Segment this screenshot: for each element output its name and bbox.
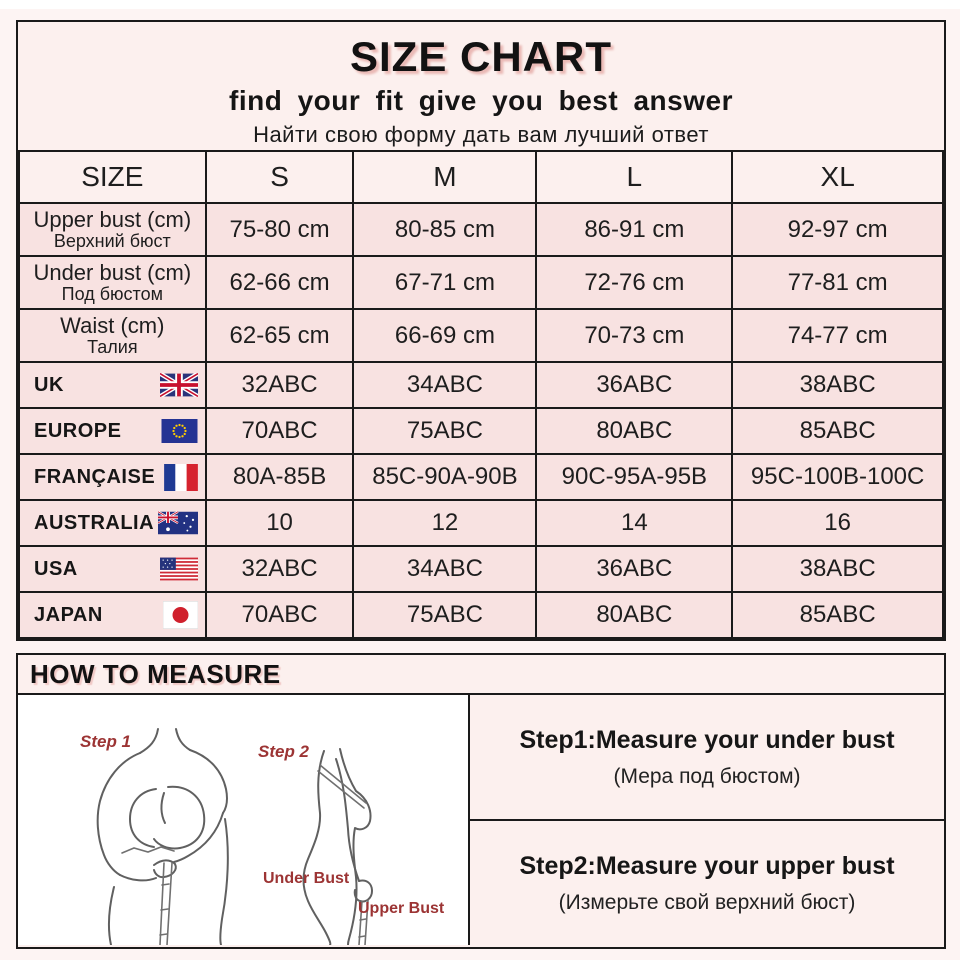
country-label: UK — [34, 373, 64, 396]
value-cell: 38ABC — [732, 546, 943, 592]
page-subtitle: find your fit give you best answer — [229, 85, 733, 117]
value-cell: 70ABC — [206, 408, 354, 454]
step1-title: Step1:Measure your under bust — [519, 725, 895, 754]
value-cell: 95C-100B-100C — [732, 454, 943, 500]
size-table-header-row — [19, 151, 943, 203]
step2-subtitle-russian: (Измерьте свой верхний бюст) — [558, 890, 856, 914]
value-cell: 90C-95A-95B — [536, 454, 732, 500]
value-cell: 66-69 cm — [353, 309, 536, 362]
tape-step1 — [122, 847, 174, 945]
size-table — [18, 150, 944, 639]
row-label-ru: Талия — [87, 336, 138, 357]
row-label-en: Waist (cm) — [60, 312, 165, 338]
chart-header — [18, 22, 944, 150]
how-to-measure-header — [18, 655, 944, 695]
step2-illustration-label: Step 2 — [258, 742, 310, 761]
value-cell: 70ABC — [206, 592, 354, 638]
figure-step1 — [98, 729, 228, 945]
column-header-m: M — [353, 151, 536, 203]
value-cell: 32ABC — [206, 362, 354, 408]
value-cell: 80-85 cm — [353, 203, 536, 256]
value-cell: 70-73 cm — [536, 309, 732, 362]
row-label-en: Under bust (cm) — [33, 259, 192, 285]
country-row-australia — [19, 500, 943, 546]
value-cell: 10 — [206, 500, 354, 546]
row-label-ru: Под бюстом — [61, 283, 163, 304]
value-cell: 34ABC — [353, 546, 536, 592]
step2-title: Step2:Measure your upper bust — [519, 851, 895, 880]
column-header-s: S — [206, 151, 354, 203]
country-row-uk — [19, 362, 943, 408]
value-cell: 80ABC — [536, 592, 732, 638]
size-chart-box — [16, 20, 946, 641]
value-cell: 75ABC — [353, 592, 536, 638]
column-header-size: SIZE — [19, 151, 206, 203]
country-label-cell — [19, 454, 206, 500]
value-cell: 80A-85B — [206, 454, 354, 500]
under-bust-label: Under Bust — [263, 870, 350, 887]
value-cell: 85ABC — [732, 592, 943, 638]
column-header-xl: XL — [732, 151, 943, 203]
country-label: EUROPE — [34, 419, 122, 442]
uk-flag-icon — [160, 373, 198, 397]
country-label-cell — [19, 546, 206, 592]
step2-instruction — [470, 821, 944, 945]
top-margin-strip — [0, 0, 960, 9]
value-cell: 75ABC — [353, 408, 536, 454]
measure-illustration — [18, 695, 468, 945]
country-row-europe — [19, 408, 943, 454]
value-cell: 92-97 cm — [732, 203, 943, 256]
page-subtitle-russian: Найти свою форму дать вам лучший ответ — [253, 121, 709, 147]
value-cell: 36ABC — [536, 546, 732, 592]
row-label — [19, 256, 206, 309]
step1-subtitle-russian: (Мера под бюстом) — [613, 764, 801, 788]
australia-flag-icon — [158, 511, 198, 535]
country-label-cell — [19, 408, 206, 454]
row-label — [19, 203, 206, 256]
france-flag-icon — [164, 464, 198, 491]
value-cell: 67-71 cm — [353, 256, 536, 309]
upper-bust-label: Upper Bust — [358, 900, 445, 917]
country-label: FRANÇAISE — [34, 465, 156, 488]
row-label-ru: Верхний бюст — [53, 230, 171, 251]
country-label: AUSTRALIA — [34, 511, 155, 534]
value-cell: 62-65 cm — [206, 309, 354, 362]
value-cell: 34ABC — [353, 362, 536, 408]
value-cell: 32ABC — [206, 546, 354, 592]
measurement-row-upper-bust — [19, 203, 943, 256]
value-cell: 85ABC — [732, 408, 943, 454]
country-row-japan — [19, 592, 943, 638]
country-label-cell — [19, 500, 206, 546]
usa-flag-icon — [160, 557, 198, 581]
measure-illustration-panel — [18, 695, 470, 945]
measure-steps-panel — [470, 695, 944, 945]
step1-illustration-label: Step 1 — [80, 732, 132, 751]
eu-flag-icon — [161, 419, 198, 443]
page-title: SIZE CHART — [350, 33, 612, 80]
how-to-measure-title: HOW TO MEASURE — [30, 658, 281, 689]
row-label — [19, 309, 206, 362]
country-label-cell — [19, 592, 206, 638]
value-cell: 77-81 cm — [732, 256, 943, 309]
value-cell: 16 — [732, 500, 943, 546]
value-cell: 80ABC — [536, 408, 732, 454]
step1-instruction — [470, 695, 944, 821]
value-cell: 36ABC — [536, 362, 732, 408]
value-cell: 85C-90A-90B — [353, 454, 536, 500]
country-label-cell — [19, 362, 206, 408]
column-header-l: L — [536, 151, 732, 203]
japan-flag-icon — [163, 601, 198, 629]
measurement-row-waist — [19, 309, 943, 362]
value-cell: 14 — [536, 500, 732, 546]
country-row-france — [19, 454, 943, 500]
row-label-en: Upper bust (cm) — [33, 206, 192, 232]
how-to-measure-content — [18, 695, 944, 945]
measurement-row-under-bust — [19, 256, 943, 309]
country-row-usa — [19, 546, 943, 592]
value-cell: 74-77 cm — [732, 309, 943, 362]
value-cell: 12 — [353, 500, 536, 546]
value-cell: 38ABC — [732, 362, 943, 408]
country-label: JAPAN — [34, 603, 103, 626]
tape-step2 — [318, 765, 368, 945]
value-cell: 75-80 cm — [206, 203, 354, 256]
value-cell: 86-91 cm — [536, 203, 732, 256]
how-to-measure-box — [16, 653, 946, 949]
country-label: USA — [34, 557, 78, 580]
value-cell: 72-76 cm — [536, 256, 732, 309]
value-cell: 62-66 cm — [206, 256, 354, 309]
